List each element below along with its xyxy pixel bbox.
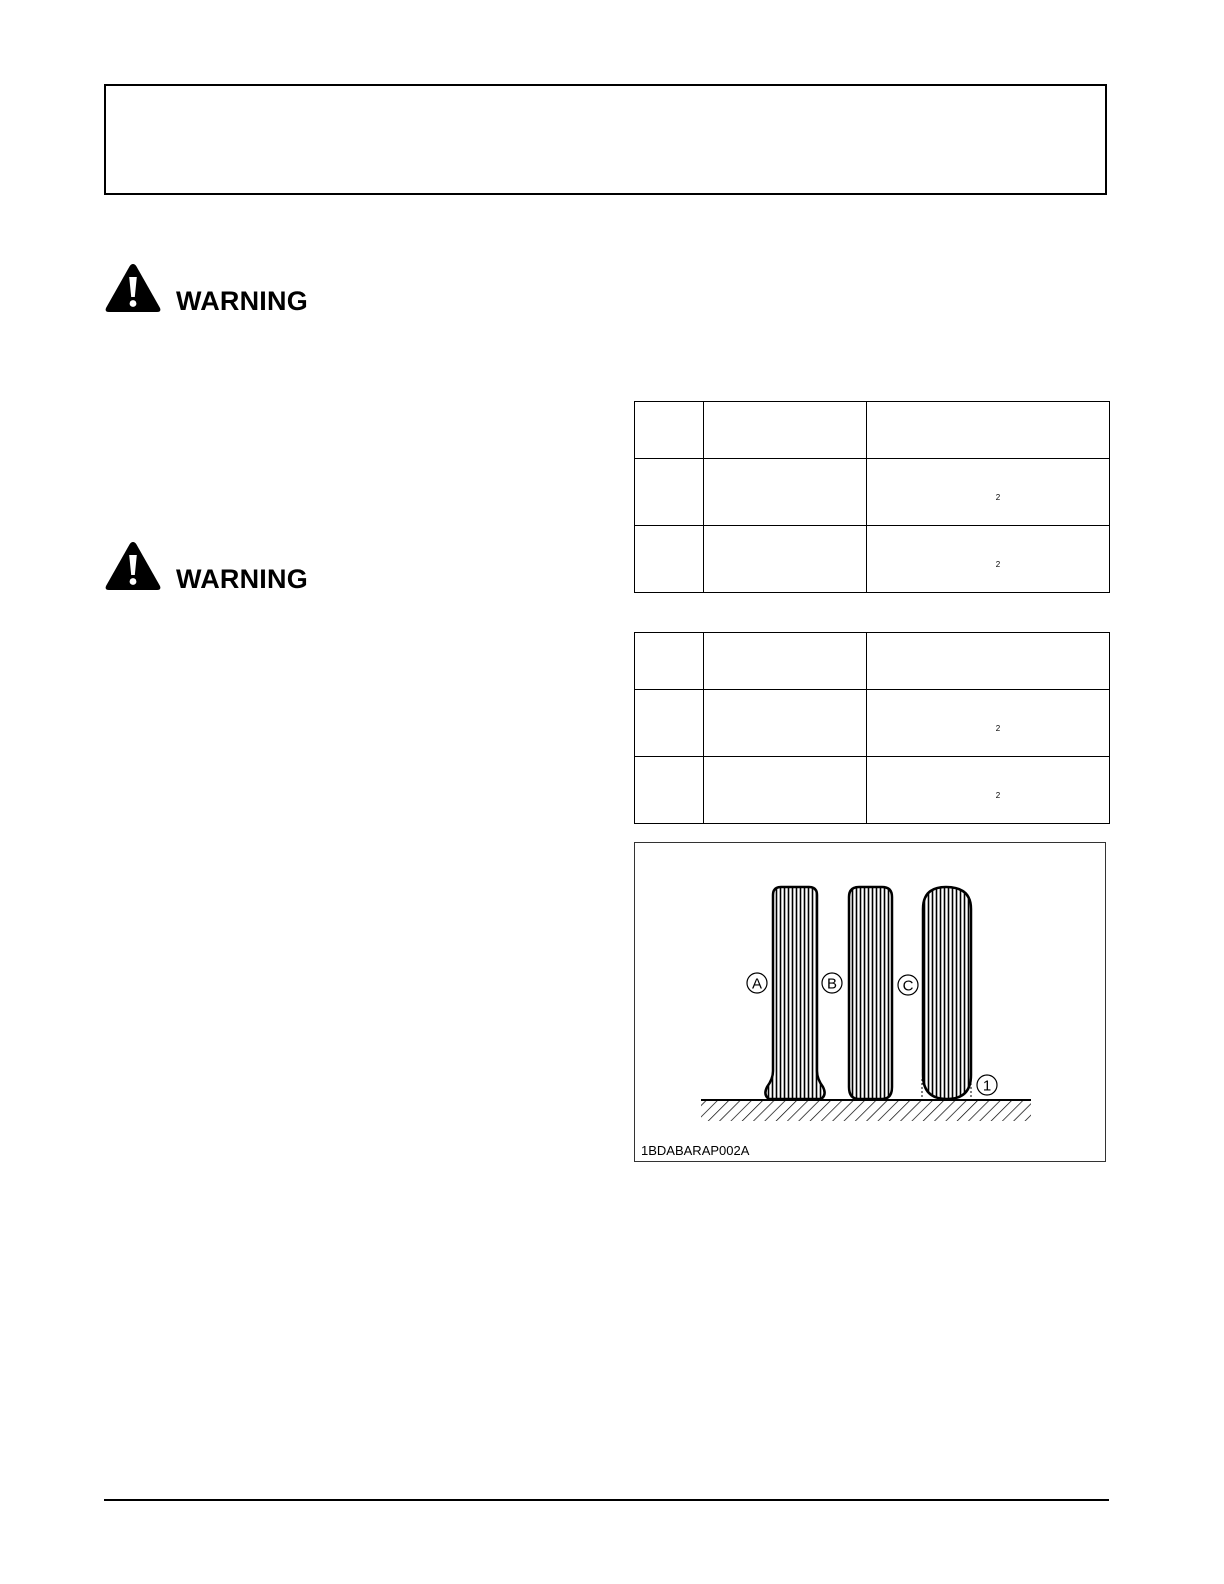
table-row xyxy=(635,690,1110,757)
table-row xyxy=(635,402,1110,459)
warning-label: WARNING xyxy=(176,564,308,594)
warning-block-1 xyxy=(104,262,364,316)
table-cell xyxy=(635,757,704,824)
table-cell xyxy=(635,690,704,757)
table-cell xyxy=(704,526,867,593)
table-cell: 2 xyxy=(867,757,1110,824)
table-cell xyxy=(867,633,1110,690)
table-cell xyxy=(704,633,867,690)
table-cell: 2 xyxy=(867,526,1110,593)
tire-b xyxy=(849,887,892,1099)
table-cell xyxy=(635,633,704,690)
label-1-text: 1 xyxy=(982,1077,992,1095)
table-cell xyxy=(704,459,867,526)
table-row xyxy=(635,459,1110,526)
table-cell xyxy=(704,402,867,459)
table-cell: 2 xyxy=(867,459,1110,526)
table-row xyxy=(635,633,1110,690)
warning-triangle-icon xyxy=(104,540,162,592)
table-cell xyxy=(704,757,867,824)
warning-block-2 xyxy=(104,540,364,594)
footer-rule xyxy=(104,1499,1109,1501)
label-b-text: B xyxy=(826,975,838,993)
figure-code: 1BDABARAP002A xyxy=(641,1143,750,1158)
warning-label: WARNING xyxy=(176,286,308,316)
table-cell: 2 xyxy=(867,690,1110,757)
table-cell xyxy=(704,690,867,757)
tire-pressure-table-2 xyxy=(634,632,1110,824)
table-cell xyxy=(635,459,704,526)
label-a-text: A xyxy=(751,975,763,993)
table-cell xyxy=(867,402,1110,459)
label-c-text: C xyxy=(902,977,914,995)
table-row xyxy=(635,757,1110,824)
table-cell xyxy=(635,402,704,459)
tire-pressure-table-1 xyxy=(634,401,1110,593)
tire-a xyxy=(765,887,824,1099)
tire-illustration xyxy=(635,843,1107,1163)
header-box xyxy=(104,84,1107,195)
table-cell xyxy=(635,526,704,593)
warning-triangle-icon xyxy=(104,262,162,314)
tire-c xyxy=(923,887,971,1099)
tire-inflation-figure xyxy=(634,842,1106,1162)
table-row xyxy=(635,526,1110,593)
